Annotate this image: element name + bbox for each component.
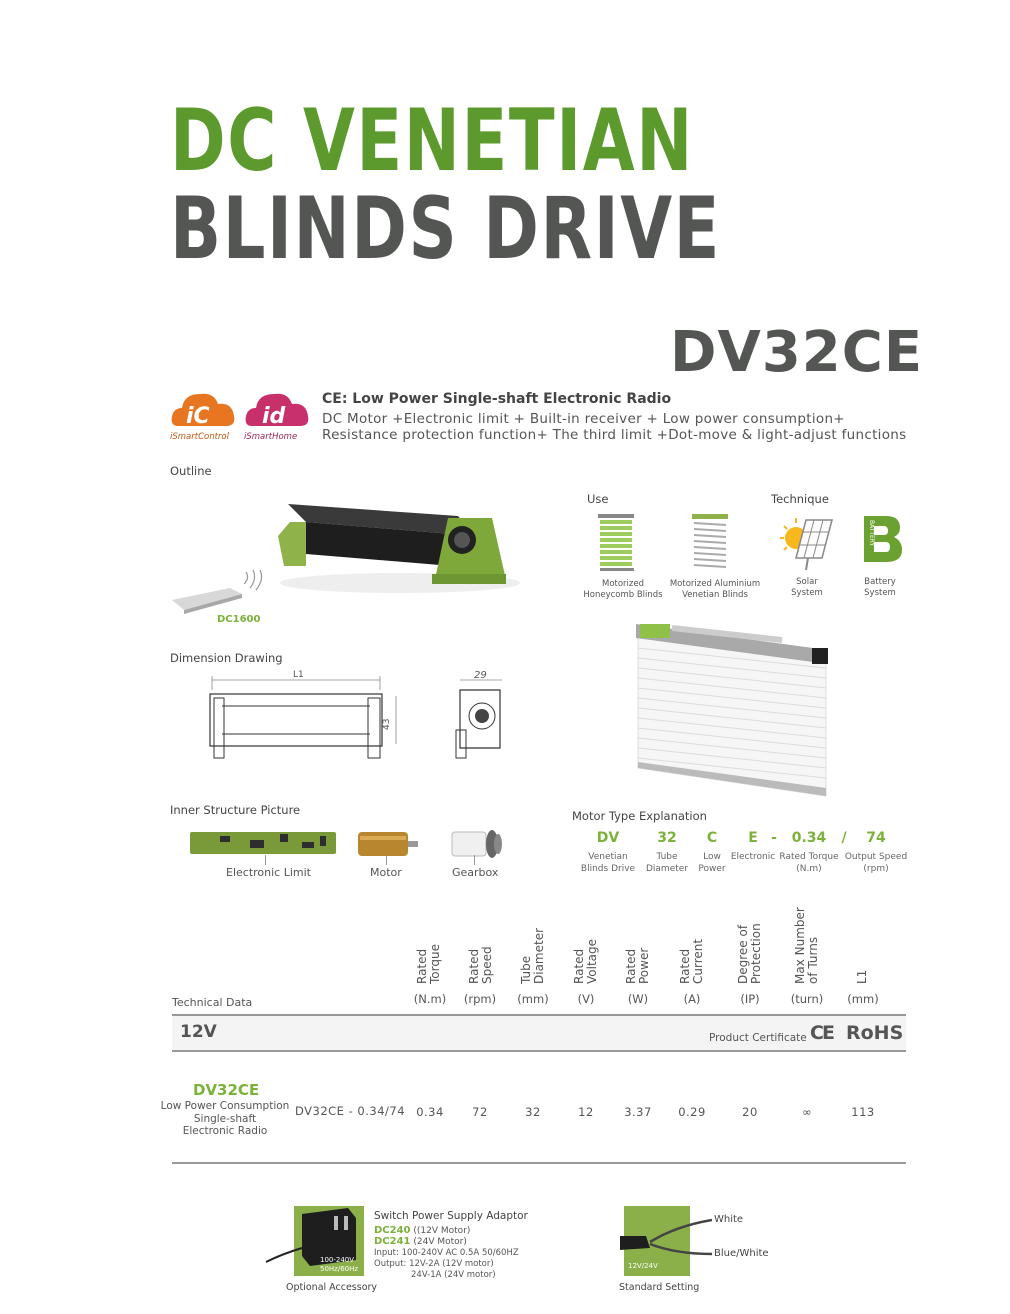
row-model: DV32CE - 0.34/74	[295, 1104, 406, 1118]
adapter-text-1: 100-240V	[320, 1256, 355, 1264]
motor-type-slash: /	[841, 830, 847, 846]
intro-line-1: DC Motor +Electronic limit + Built-in receiver + Low power consumption+	[322, 411, 845, 427]
ismartcontrol-name: iSmartControl	[170, 432, 229, 442]
row-value-torque: 0.34	[416, 1105, 444, 1119]
col-unit-turns: (turn)	[790, 992, 824, 1006]
title-line-2: BLINDS DRIVE	[170, 179, 722, 279]
ce-mark: CE	[810, 1022, 833, 1044]
col-header-torque: Rated Torque	[415, 944, 442, 984]
motor-type-torque: 0.34 Rated Torque (N.m)	[779, 830, 839, 874]
outline-label: Outline	[170, 464, 212, 478]
row-value-current: 0.29	[678, 1105, 706, 1119]
row-value-voltage: 12	[578, 1105, 594, 1119]
col-unit-power: (W)	[627, 992, 649, 1006]
row-product-desc: Low Power Consumption Single-shaft Electronic Radio	[160, 1100, 290, 1138]
accessory-dc241: DC241 (24V Motor)	[374, 1236, 467, 1247]
table-bottom-rule	[172, 1162, 906, 1164]
title-line-1: DC VENETIAN	[170, 91, 694, 191]
row-value-protection: 20	[742, 1105, 758, 1119]
technique-item-battery: Battery System	[864, 577, 896, 598]
col-header-voltage: Rated Voltage	[572, 938, 599, 984]
row-value-speed: 72	[472, 1105, 488, 1119]
motor-type-32: 32 Tube Diameter	[645, 830, 689, 874]
id-letters: id	[262, 404, 286, 429]
standard-setting-caption: Standard Setting	[619, 1282, 700, 1293]
standard-box-text: 12V/24V	[628, 1262, 658, 1270]
row-value-l1: 113	[851, 1105, 875, 1119]
motor-part-image	[356, 830, 422, 858]
motor-type-speed: 74 Output Speed (rpm)	[844, 830, 908, 874]
inner-part-line-2	[386, 855, 387, 865]
col-unit-current: (A)	[683, 992, 701, 1006]
motor-type-e: E Electronic	[730, 830, 776, 862]
battery-icon-text: BATTERY	[868, 520, 875, 547]
inner-structure-label: Inner Structure Picture	[170, 803, 301, 817]
dimension-label: Dimension Drawing	[170, 651, 283, 665]
use-item-venetian: Motorized Aluminium Venetian Blinds	[669, 579, 761, 600]
technique-label: Technique	[771, 492, 829, 506]
honeycomb-blinds-icon	[596, 512, 638, 574]
motor-type-c: C Low Power	[698, 830, 726, 874]
intro-heading: CE: Low Power Single-shaft Electronic Radio	[322, 391, 672, 407]
technique-item-solar: Solar System	[791, 577, 823, 598]
row-value-power: 3.37	[624, 1105, 652, 1119]
model-number: DV32CE	[670, 320, 924, 385]
dimension-front-drawing	[200, 670, 410, 764]
gearbox-part-image	[450, 826, 508, 860]
col-unit-tube: (mm)	[517, 992, 549, 1006]
intro-line-2: Resistance protection function+ The third limit +Dot-move & light-adjust functions	[322, 427, 907, 443]
optional-accessory-caption: Optional Accessory	[286, 1282, 378, 1293]
col-unit-torque: (N.m)	[413, 992, 447, 1006]
motor-outline-image	[270, 488, 520, 598]
rohs-mark: RoHS	[846, 1022, 904, 1044]
venetian-blinds-icon	[690, 512, 732, 574]
band-bottom-rule	[172, 1050, 906, 1052]
motor-type-dv: DV Venetian Blinds Drive	[580, 830, 636, 874]
voltage-label: 12V	[180, 1022, 217, 1042]
col-unit-voltage: (V)	[577, 992, 595, 1006]
col-unit-l1: (mm)	[847, 992, 879, 1006]
adapter-text-2: 50Hz/60Hz	[320, 1265, 359, 1273]
wire-bluewhite-label: Blue/White	[714, 1248, 769, 1259]
dimension-l1: L1	[293, 670, 304, 680]
wire-white-label: White	[714, 1214, 744, 1225]
electronic-limit-image	[190, 828, 340, 858]
accessory-dc240: DC240 ((12V Motor)	[374, 1225, 471, 1236]
solar-icon	[776, 512, 836, 572]
accessory-output-2: 24V-1A (24V motor)	[411, 1270, 496, 1280]
row-value-turns: ∞	[801, 1105, 813, 1119]
col-header-protection: Degree of Protection	[736, 923, 763, 984]
ismarthome-logo	[244, 386, 312, 442]
inner-part-line-3	[474, 855, 475, 865]
inner-part-electronic-limit: Electronic Limit	[226, 866, 311, 879]
dimension-height: 43	[382, 718, 392, 730]
motor-type-label: Motor Type Explanation	[572, 809, 707, 823]
standard-setting-image	[616, 1204, 712, 1276]
installed-blind-image	[632, 618, 832, 802]
col-header-l1: L1	[855, 969, 869, 984]
col-header-speed: Rated Speed	[467, 946, 494, 984]
col-unit-protection: (IP)	[740, 992, 760, 1006]
ic-letters: iC	[186, 404, 210, 429]
use-label: Use	[587, 492, 609, 506]
col-unit-speed: (rpm)	[463, 992, 497, 1006]
inner-part-gearbox: Gearbox	[452, 866, 499, 879]
accessory-input: Input: 100-240V AC 0.5A 50/60HZ	[374, 1248, 519, 1258]
ismarthome-name: iSmartHome	[244, 432, 298, 442]
col-header-turns: Max Number of Turns	[793, 907, 820, 984]
dimension-width: 29	[474, 670, 487, 681]
accessory-title: Switch Power Supply Adaptor	[374, 1210, 528, 1222]
motor-type-dash: -	[771, 830, 777, 846]
remote-control-image	[168, 570, 268, 618]
col-header-power: Rated Power	[624, 947, 651, 984]
inner-part-motor: Motor	[370, 866, 402, 879]
row-product-name: DV32CE	[193, 1081, 260, 1099]
power-adapter-image	[262, 1200, 366, 1280]
product-certificate-label: Product Certificate	[709, 1032, 807, 1044]
technical-data-label: Technical Data	[172, 996, 253, 1009]
dimension-side-drawing	[452, 670, 512, 764]
row-value-tube: 32	[525, 1105, 541, 1119]
remote-label: DC1600	[217, 614, 261, 625]
inner-part-line-1	[265, 855, 266, 865]
use-item-honeycomb: Motorized Honeycomb Blinds	[583, 579, 663, 600]
ismartcontrol-logo	[170, 386, 238, 442]
col-header-tube: Tube Diameter	[519, 927, 546, 984]
accessory-output-1: Output: 12V-2A (12V motor)	[374, 1259, 494, 1269]
battery-icon	[860, 512, 904, 564]
col-header-current: Rated Current	[678, 938, 705, 984]
